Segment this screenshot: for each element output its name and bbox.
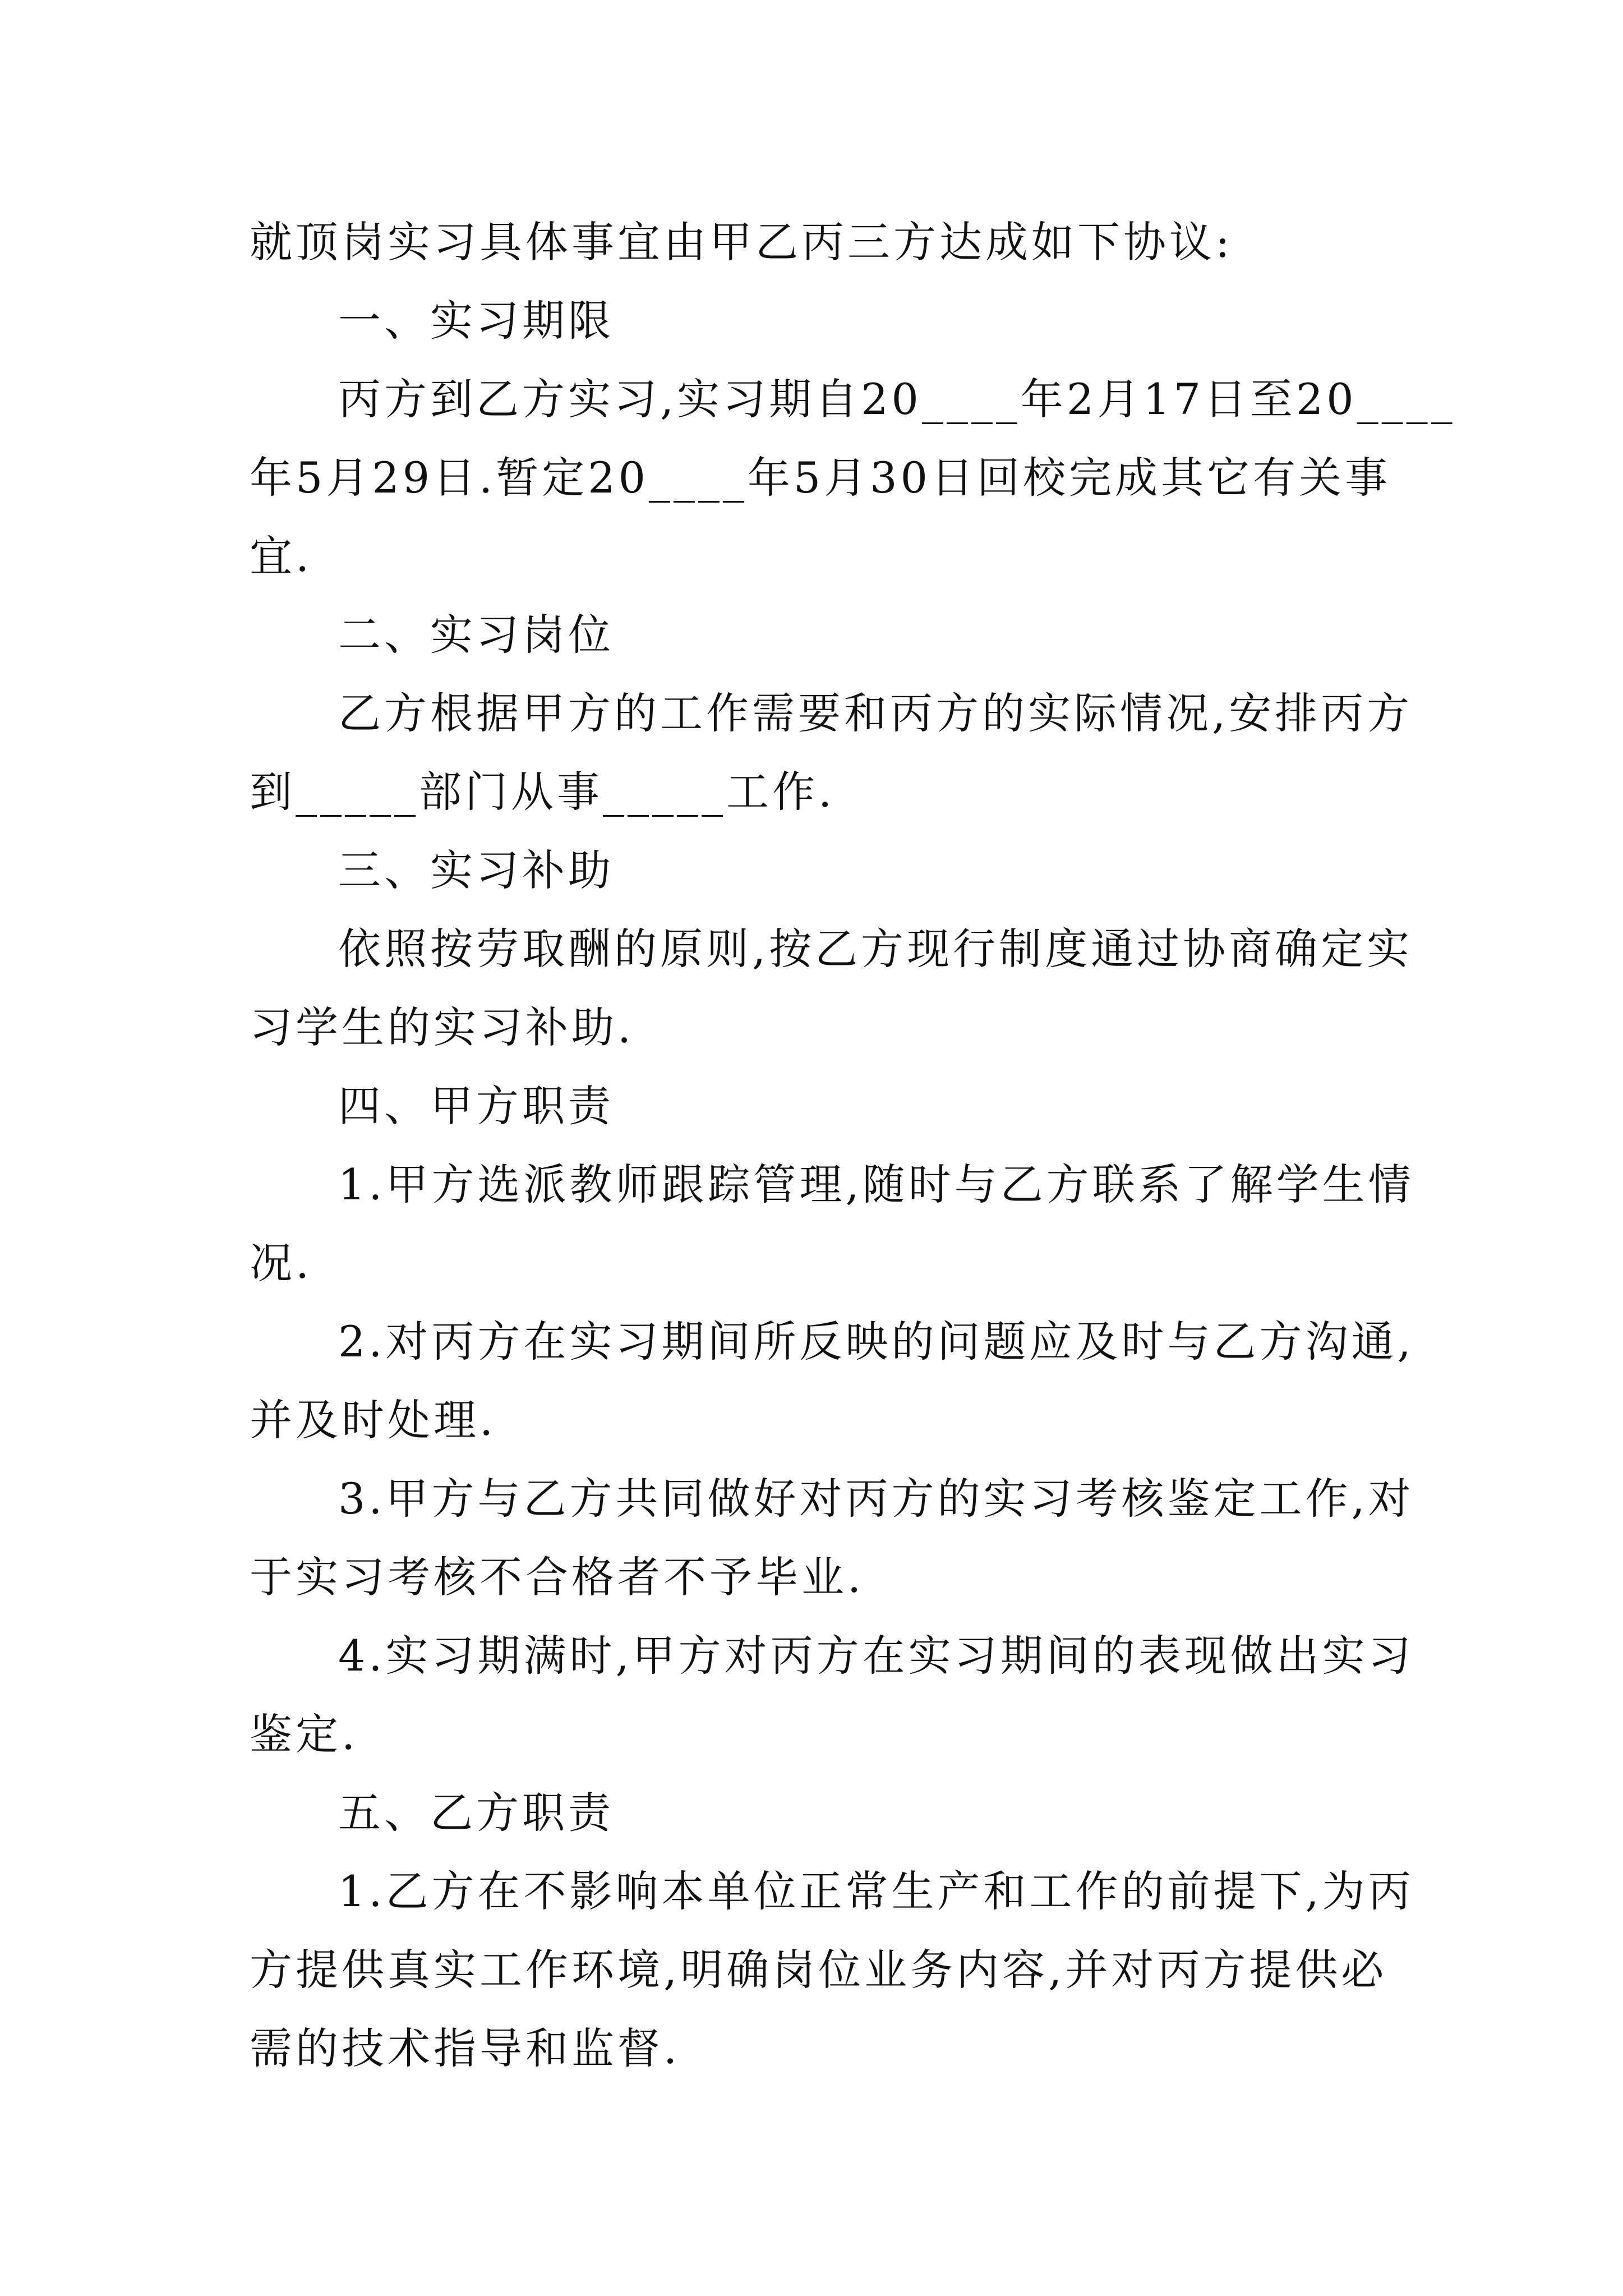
paragraph-line: 于实习考核不合格者不予毕业. (250, 1552, 865, 1602)
paragraph-line: 年5月29日.暂定20____年5月30日回校完成其它有关事 (250, 453, 1391, 503)
paragraph-line: 依照按劳取酬的原则,按乙方现行制度通过协商确定实 (338, 924, 1413, 974)
section-heading: 一、实习期限 (338, 296, 614, 346)
paragraph-line: 乙方根据甲方的工作需要和丙方的实际情况,安排丙方 (338, 688, 1413, 738)
paragraph-line: 需的技术指导和监督. (250, 2023, 681, 2073)
paragraph-line: 鉴定. (250, 1709, 359, 1759)
paragraph-line: 方提供真实工作环境,明确岗位业务内容,并对丙方提供必 (250, 1945, 1387, 1995)
section-heading: 五、乙方职责 (338, 1788, 614, 1838)
paragraph-line: 丙方到乙方实习,实习期自20____年2月17日至20____ (338, 374, 1456, 424)
paragraph-line: 习学生的实习补助. (250, 1002, 635, 1052)
paragraph-line: 宜. (250, 531, 313, 581)
paragraph-line: 1.甲方选派教师跟踪管理,随时与乙方联系了解学生情 (338, 1159, 1414, 1209)
paragraph-line: 况. (250, 1238, 313, 1288)
paragraph-line: 并及时处理. (250, 1395, 497, 1445)
paragraph-line: 1.乙方在不影响本单位正常生产和工作的前提下,为丙 (338, 1866, 1414, 1916)
section-heading: 四、甲方职责 (338, 1081, 614, 1131)
paragraph-line: 到_____部门从事_____工作. (250, 767, 836, 817)
document-page (250, 203, 1456, 2088)
section-heading: 三、实习补助 (338, 845, 614, 895)
paragraph-line: 3.甲方与乙方共同做好对丙方的实习考核鉴定工作,对 (338, 1474, 1414, 1524)
paragraph-line: 就顶岗实习具体事宜由甲乙丙三方达成如下协议: (250, 217, 1233, 267)
paragraph-line: 2.对丙方在实习期间所反映的问题应及时与乙方沟通, (338, 1317, 1414, 1366)
section-heading: 二、实习岗位 (338, 610, 614, 660)
paragraph-line: 4.实习期满时,甲方对丙方在实习期间的表现做出实习 (338, 1631, 1414, 1681)
